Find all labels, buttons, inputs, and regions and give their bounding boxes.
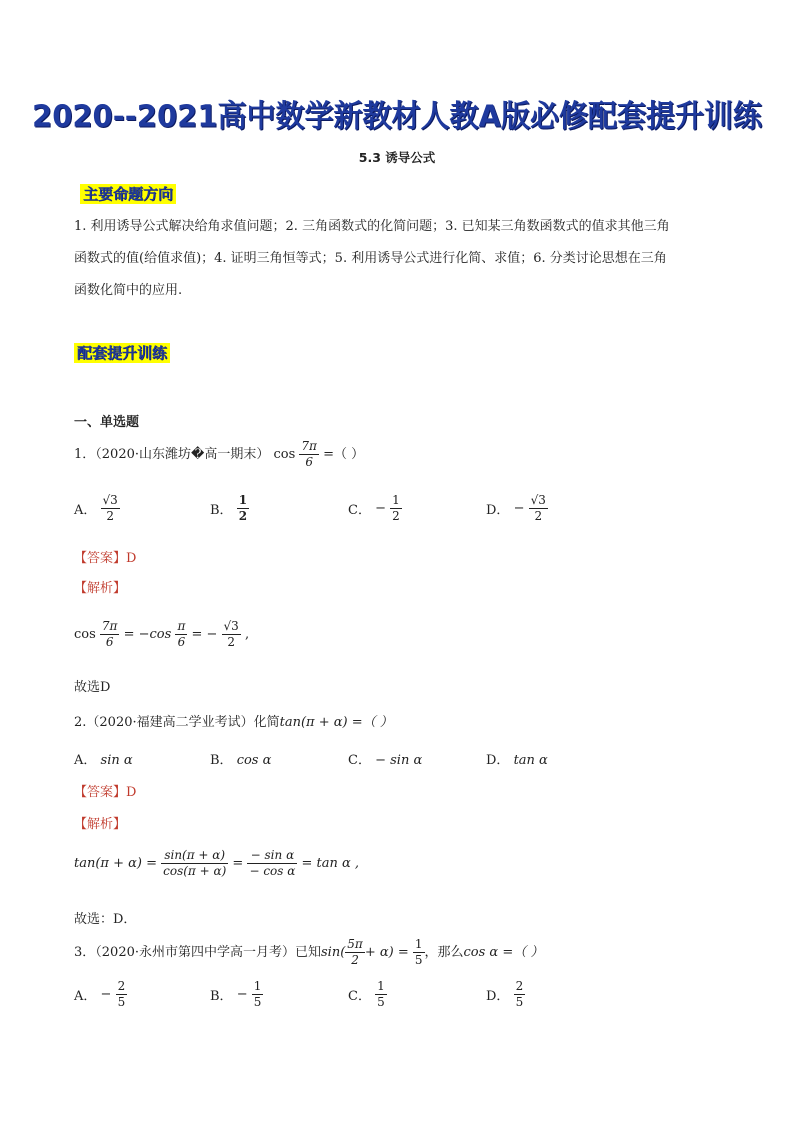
- section-subtitle: 5.3 诱导公式: [358, 150, 436, 165]
- q3-option-b-frac: [252, 979, 264, 1010]
- q1-prefix: 1．（2020·山东潍坊�高一期末）: [74, 447, 270, 462]
- q1-option-c: [348, 493, 402, 524]
- q3-option-d-den: 5: [515, 995, 524, 1009]
- q1-answer-label: 【答案】: [74, 551, 127, 566]
- q1-option-c-letter: C．: [348, 503, 371, 518]
- q1-option-c-frac: [390, 493, 402, 524]
- direction-heading-block: [80, 183, 176, 204]
- direction-line-3: 函数化简中的应用.: [74, 283, 183, 298]
- q3-option-b-den: 5: [253, 995, 262, 1009]
- q3-frac-den: 2: [351, 953, 359, 967]
- q2-sol-num-2: − sin α: [247, 848, 297, 864]
- q1-analysis-label: 【解析】: [74, 581, 127, 596]
- q1-fraction: [299, 439, 319, 470]
- question-2: [74, 711, 393, 730]
- q2-sol-lhs: tan(π + α) =: [74, 856, 157, 871]
- q1-option-b: [210, 493, 249, 524]
- q3-option-b-letter: B．: [210, 989, 233, 1004]
- q3-option-d-frac: [514, 979, 526, 1010]
- q1-sol-frac-3: [222, 619, 241, 650]
- q3-option-c-letter: C．: [348, 989, 371, 1004]
- q1-option-a-letter: A．: [74, 503, 97, 518]
- q3-val-num: 1: [414, 937, 423, 951]
- q2-answer-label: 【答案】: [74, 785, 127, 800]
- q1-sol-mid: = −cos: [123, 627, 172, 642]
- q3-cos: cos α =（ ）: [463, 945, 544, 960]
- q2-conclusion: 故选：D．: [74, 912, 137, 927]
- q1-option-b-letter: B．: [210, 503, 233, 518]
- q2-sol-den-2: − cos α: [249, 864, 296, 878]
- q2-answer-value: D: [126, 785, 137, 800]
- q1-sol-num-3: √3: [223, 619, 239, 633]
- training-heading-block: [74, 342, 170, 363]
- training-heading: 配套提升训练: [74, 343, 170, 363]
- q1-option-d-num: √3: [530, 493, 546, 507]
- q3-option-d-letter: D．: [486, 989, 510, 1004]
- q1-option-c-sign: −: [375, 501, 386, 516]
- q3-option-c-den: 5: [377, 995, 385, 1009]
- q1-frac-num: 7π: [301, 439, 317, 453]
- q3-option-c-frac: [375, 979, 387, 1010]
- q2-option-d-text: tan α: [513, 753, 548, 768]
- q1-conclusion: 故选D: [74, 680, 111, 695]
- q1-sol-num-2: π: [177, 619, 186, 633]
- q2-option-a: [74, 749, 133, 768]
- part-one-heading: 一、单选题: [74, 415, 140, 430]
- q2-option-a-text: sin α: [100, 753, 133, 768]
- q3-frac-num: 5π: [347, 937, 363, 951]
- q1-answer: [74, 547, 136, 566]
- q1-option-d: [486, 493, 548, 524]
- q1-option-a-frac: [101, 493, 120, 524]
- q3-option-a-den: 5: [117, 995, 126, 1009]
- q2-sol-num-1: sin(π + α): [161, 848, 228, 864]
- q3-value-frac: [413, 937, 425, 968]
- q1-suffix: =（ ）: [323, 447, 365, 462]
- q2-sol-frac-1: [161, 848, 228, 879]
- q1-sol-num-1: 7π: [101, 619, 118, 633]
- q1-sol-eq: = −: [191, 627, 218, 642]
- q3-option-a-letter: A．: [74, 989, 97, 1004]
- q1-option-d-sign: −: [513, 501, 525, 516]
- q2-option-b-text: cos α: [236, 753, 272, 768]
- direction-text: [74, 211, 724, 307]
- q3-option-d-num: 2: [515, 979, 524, 993]
- q3-option-b-sign: −: [236, 987, 248, 1002]
- q3-option-a-num: 2: [117, 979, 126, 993]
- q3-option-a-sign: −: [100, 987, 112, 1002]
- q2-option-b-letter: B．: [210, 753, 233, 768]
- document-title: 2020--2021高中数学新教材人教A版必修配套提升训练: [32, 98, 762, 134]
- q1-option-a: [74, 493, 120, 524]
- q2-option-b: [210, 749, 271, 768]
- q2-option-a-letter: A．: [74, 753, 97, 768]
- q2-option-c: [348, 749, 422, 768]
- q2-sol-frac-2: [247, 848, 297, 879]
- q1-solution: [74, 619, 249, 650]
- q3-option-b: [210, 979, 263, 1010]
- q1-option-b-frac: [237, 493, 249, 524]
- q1-sol-frac-1: [100, 619, 120, 650]
- direction-line-1: 1. 利用诱导公式解决给角求值问题；2. 三角函数式的化简问题；3. 已知某三角数函数式的值求其他三角: [74, 219, 670, 234]
- q1-option-d-letter: D．: [486, 503, 510, 518]
- q2-sol-eq: =: [232, 856, 244, 871]
- q1-frac-den: 6: [305, 455, 313, 469]
- q3-option-a: [74, 979, 127, 1010]
- q3-sin: sin(: [321, 945, 346, 960]
- q2-answer: [74, 781, 136, 800]
- q1-sol-cos: cos: [74, 627, 96, 642]
- q3-prefix: 3．（2020·永州市第四中学高一月考）已知: [74, 945, 321, 960]
- q2-sol-den-1: cos(π + α): [163, 864, 227, 878]
- q3-mid: + α) =: [364, 945, 409, 960]
- q3-option-a-frac: [116, 979, 128, 1010]
- q1-option-d-frac: [529, 493, 548, 524]
- direction-line-2: 函数式的值(给值求值)；4. 证明三角恒等式；5. 利用诱导公式进行化简、求值；6. 分类讨论思想在三角: [74, 251, 667, 266]
- q1-func: cos: [273, 447, 296, 462]
- q1-sol-den-1: 6: [105, 635, 114, 649]
- q1-sol-end: ,: [244, 627, 250, 642]
- question-1: [74, 439, 364, 470]
- q2-sol-rhs: = tan α ,: [301, 856, 360, 871]
- q1-option-a-den: 2: [106, 509, 114, 523]
- q1-sol-den-2: 6: [177, 635, 186, 649]
- q2-analysis-label: 【解析】: [74, 817, 127, 832]
- q3-suffix: ，那么: [424, 945, 464, 960]
- q1-option-c-den: 2: [392, 509, 400, 523]
- q1-option-d-den: 2: [534, 509, 543, 523]
- direction-heading: 主要命题方向: [80, 184, 176, 204]
- q1-answer-value: D: [126, 551, 137, 566]
- q3-val-den: 5: [414, 953, 423, 967]
- q3-option-b-num: 1: [253, 979, 262, 993]
- q2-solution: [74, 848, 359, 879]
- q1-option-b-num: 1: [238, 493, 248, 507]
- q1-option-b-den: 2: [238, 509, 248, 523]
- q2-expr: tan(π + α) =（ ）: [279, 715, 393, 730]
- q2-option-c-text: − sin α: [375, 753, 423, 768]
- question-3: [74, 937, 543, 968]
- q3-fraction: [345, 937, 365, 968]
- q2-option-d: [486, 749, 548, 768]
- q3-option-d: [486, 979, 525, 1010]
- q2-option-c-letter: C．: [348, 753, 371, 768]
- q2-prefix: 2.（2020·福建高二学业考试）化简: [74, 715, 280, 730]
- q1-sol-frac-2: [175, 619, 187, 650]
- q1-sol-den-3: 2: [227, 635, 235, 649]
- q1-option-a-num: √3: [102, 493, 118, 507]
- q1-option-c-num: 1: [392, 493, 400, 507]
- q3-option-c-num: 1: [377, 979, 385, 993]
- q2-option-d-letter: D．: [486, 753, 510, 768]
- q3-option-c: [348, 979, 387, 1010]
